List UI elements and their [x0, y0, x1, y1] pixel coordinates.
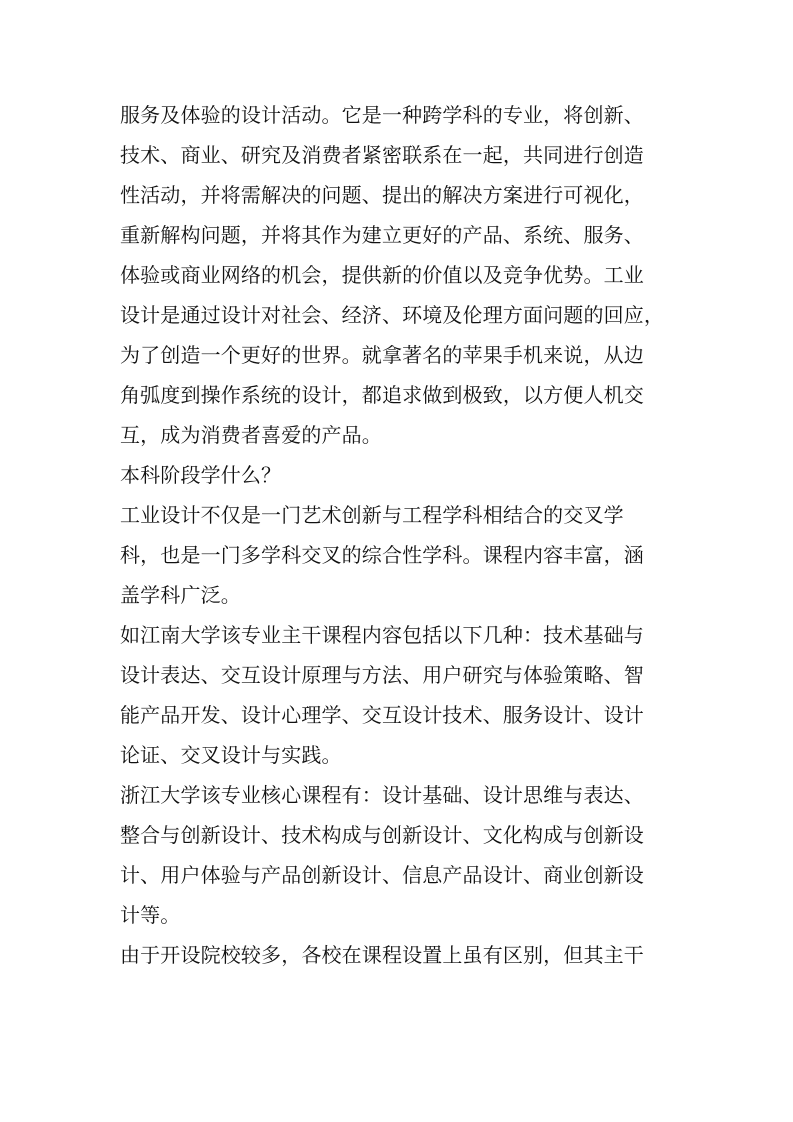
text-line: 科，也是一门多学科交叉的综合性学科。课程内容丰富，涵: [120, 543, 644, 567]
text-line: 如江南大学该专业主干课程内容包括以下几种：技术基础与: [120, 623, 644, 647]
text-line: 计等。: [120, 903, 181, 927]
text-line: 重新解构问题，并将其作为建立更好的产品、系统、服务、: [120, 223, 644, 247]
text-line: 工业设计不仅是一门艺术创新与工程学科相结合的交叉学: [120, 503, 624, 527]
text-line: 互，成为消费者喜爱的产品。: [120, 423, 382, 447]
text-line: 设计是通过设计对社会、经济、环境及伦理方面问题的回应，: [120, 303, 665, 327]
document-body: [120, 95, 680, 975]
text-line: 计、用户体验与产品创新设计、信息产品设计、商业创新设: [120, 863, 644, 887]
text-line: 为了创造一个更好的世界。就拿著名的苹果手机来说，从边: [120, 343, 644, 367]
text-line: 盖学科广泛。: [120, 583, 241, 607]
text-line: 设计表达、交互设计原理与方法、用户研究与体验策略、智: [120, 663, 644, 687]
text-line: 整合与创新设计、技术构成与创新设计、文化构成与创新设: [120, 823, 644, 847]
text-line: 性活动，并将需解决的问题、提出的解决方案进行可视化，: [120, 183, 644, 207]
text-line: 服务及体验的设计活动。它是一种跨学科的专业，将创新、: [120, 103, 644, 127]
text-line: 技术、商业、研究及消费者紧密联系在一起，共同进行创造: [120, 143, 644, 167]
section-heading: 本科阶段学什么？: [120, 463, 282, 487]
text-line: 浙江大学该专业核心课程有：设计基础、设计思维与表达、: [120, 783, 644, 807]
text-line: 能产品开发、设计心理学、交互设计技术、服务设计、设计: [120, 703, 644, 727]
text-line: 体验或商业网络的机会，提供新的价值以及竞争优势。工业: [120, 263, 644, 287]
text-line: 由于开设院校较多，各校在课程设置上虽有区别，但其主干: [120, 943, 644, 967]
text-line: 论证、交叉设计与实践。: [120, 743, 342, 767]
text-line: 角弧度到操作系统的设计，都追求做到极致，以方便人机交: [120, 383, 644, 407]
